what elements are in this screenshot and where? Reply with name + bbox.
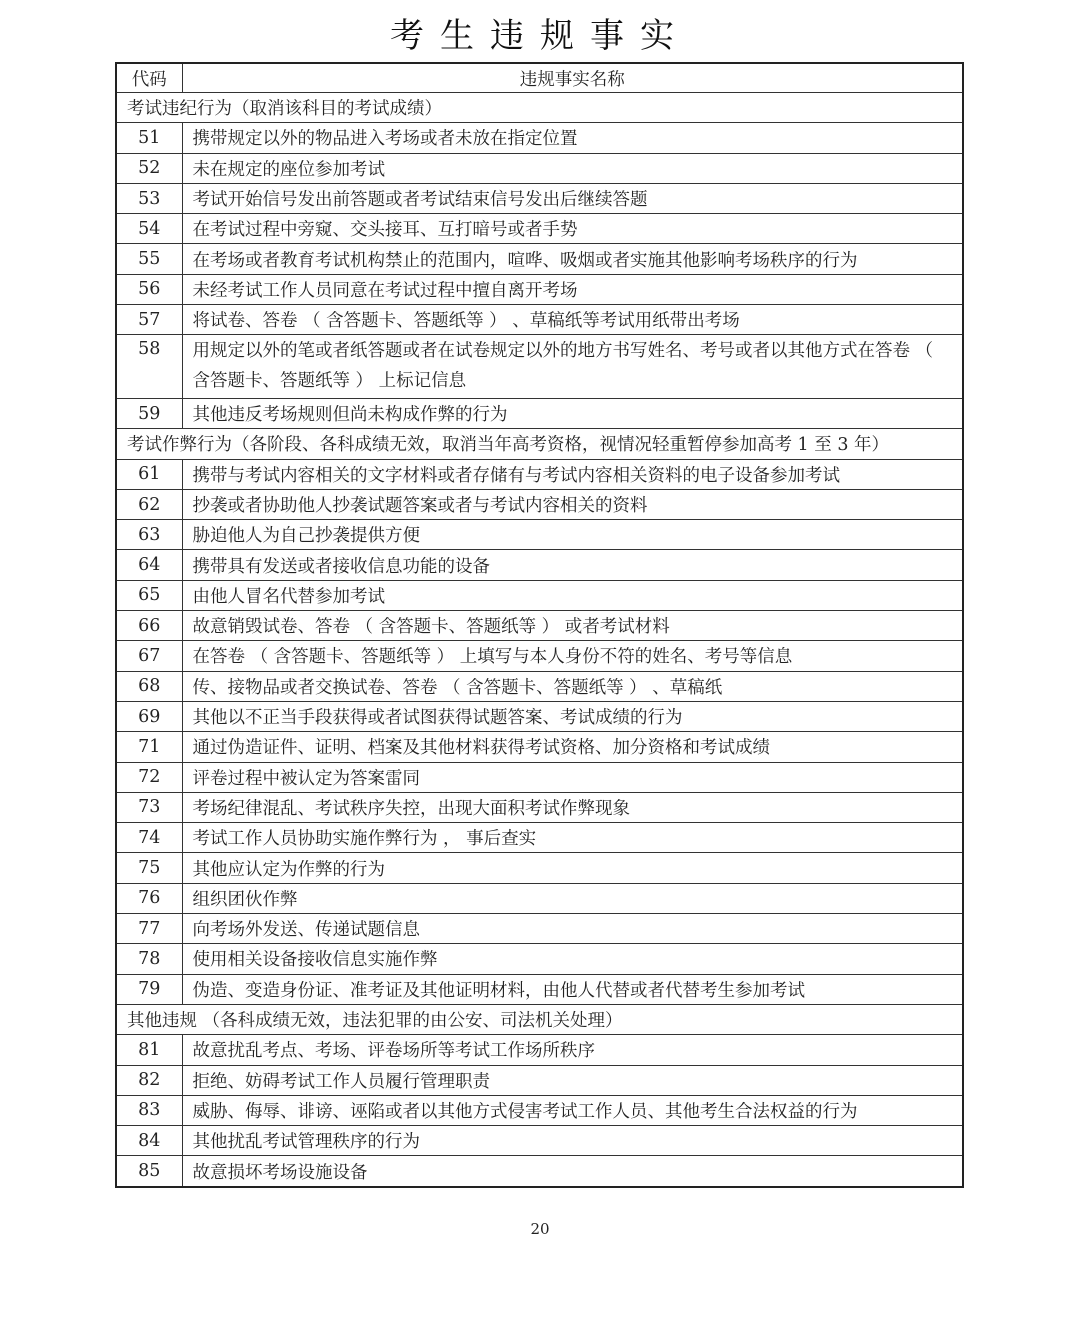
table-body xyxy=(116,93,963,1187)
table-row xyxy=(116,123,963,153)
name-column-header: 违规事实名称 xyxy=(182,63,963,93)
violation-code: 71 xyxy=(116,732,182,762)
violation-code: 65 xyxy=(116,580,182,610)
violation-name: 伪造、变造身份证、准考证及其他证明材料，由他人代替或者代替考生参加考试 xyxy=(182,974,963,1004)
violations-table xyxy=(115,62,964,1188)
table-row xyxy=(116,244,963,274)
section-header-row xyxy=(116,429,963,459)
violation-code: 75 xyxy=(116,853,182,883)
table-row xyxy=(116,335,963,399)
violation-name: 其他以不正当手段获得或者试图获得试题答案、考试成绩的行为 xyxy=(182,701,963,731)
page-title: 考生违规事实 xyxy=(390,16,690,56)
violation-code: 67 xyxy=(116,641,182,671)
table-row xyxy=(116,762,963,792)
violation-code: 69 xyxy=(116,701,182,731)
violation-name: 向考场外发送、传递试题信息 xyxy=(182,914,963,944)
violation-name: 故意扰乱考点、考场、评卷场所等考试工作场所秩序 xyxy=(182,1035,963,1065)
violation-name: 在答卷 （ 含答题卡、答题纸等 ） 上填写与本人身份不符的姓名、考号等信息 xyxy=(182,641,963,671)
table-row xyxy=(116,153,963,183)
violation-name: 考试工作人员协助实施作弊行为 ， 事后查实 xyxy=(182,823,963,853)
violation-code: 79 xyxy=(116,974,182,1004)
table-header-row xyxy=(116,63,963,93)
section-title: 考试作弊行为（各阶段、各科成绩无效，取消当年高考资格，视情况轻重暂停参加高考 1 至 3 年） xyxy=(116,429,963,459)
table-row xyxy=(116,641,963,671)
violation-code: 85 xyxy=(116,1156,182,1187)
table-row xyxy=(116,792,963,822)
violation-code: 83 xyxy=(116,1095,182,1125)
violation-name: 在考试过程中旁窥、交头接耳、互打暗号或者手势 xyxy=(182,214,963,244)
violation-name: 其他违反考场规则但尚未构成作弊的行为 xyxy=(182,398,963,428)
table-row xyxy=(116,944,963,974)
violation-name: 将试卷、答卷 （ 含答题卡、答题纸等 ） 、草稿纸等考试用纸带出考场 xyxy=(182,305,963,335)
violation-code: 56 xyxy=(116,274,182,304)
table-row xyxy=(116,398,963,428)
table-row xyxy=(116,853,963,883)
table-row xyxy=(116,459,963,489)
table-row xyxy=(116,701,963,731)
violation-code: 81 xyxy=(116,1035,182,1065)
violation-code: 74 xyxy=(116,823,182,853)
page-number: 20 xyxy=(530,1220,550,1238)
violation-code: 57 xyxy=(116,305,182,335)
violation-name: 胁迫他人为自己抄袭提供方便 xyxy=(182,520,963,550)
code-column-header: 代码 xyxy=(116,63,182,93)
violation-name: 评卷过程中被认定为答案雷同 xyxy=(182,762,963,792)
violation-name: 用规定以外的笔或者纸答题或者在试卷规定以外的地方书写姓名、考号或者以其他方式在答卷 （ 含答题卡、答题纸等 ） 上标记信息 xyxy=(182,335,963,399)
violation-code: 63 xyxy=(116,520,182,550)
violation-name: 考场纪律混乱、考试秩序失控，出现大面积考试作弊现象 xyxy=(182,792,963,822)
table-row xyxy=(116,1035,963,1065)
violation-code: 66 xyxy=(116,611,182,641)
violation-name: 未在规定的座位参加考试 xyxy=(182,153,963,183)
table-row xyxy=(116,1126,963,1156)
violation-code: 58 xyxy=(116,335,182,399)
table-row xyxy=(116,580,963,610)
violation-name: 携带具有发送或者接收信息功能的设备 xyxy=(182,550,963,580)
table-row xyxy=(116,914,963,944)
violation-code: 52 xyxy=(116,153,182,183)
table-row xyxy=(116,823,963,853)
table-row xyxy=(116,550,963,580)
table-row xyxy=(116,214,963,244)
violation-code: 78 xyxy=(116,944,182,974)
violation-name: 在考场或者教育考试机构禁止的范围内，喧哗、吸烟或者实施其他影响考场秩序的行为 xyxy=(182,244,963,274)
violation-name: 传、接物品或者交换试卷、答卷 （ 含答题卡、答题纸等 ） 、草稿纸 xyxy=(182,671,963,701)
table-row xyxy=(116,1095,963,1125)
table-row xyxy=(116,671,963,701)
table-row xyxy=(116,974,963,1004)
violation-code: 68 xyxy=(116,671,182,701)
table-row xyxy=(116,611,963,641)
violation-name: 其他扰乱考试管理秩序的行为 xyxy=(182,1126,963,1156)
violation-code: 61 xyxy=(116,459,182,489)
table-row xyxy=(116,1156,963,1187)
violation-code: 53 xyxy=(116,183,182,213)
table-row xyxy=(116,732,963,762)
table-row xyxy=(116,489,963,519)
violation-code: 55 xyxy=(116,244,182,274)
violation-name: 抄袭或者协助他人抄袭试题答案或者与考试内容相关的资料 xyxy=(182,489,963,519)
violation-name: 组织团伙作弊 xyxy=(182,883,963,913)
section-title: 考试违纪行为（取消该科目的考试成绩） xyxy=(116,93,963,123)
table-row xyxy=(116,1065,963,1095)
violation-code: 76 xyxy=(116,883,182,913)
violation-name: 故意损坏考场设施设备 xyxy=(182,1156,963,1187)
violation-name: 携带规定以外的物品进入考场或者未放在指定位置 xyxy=(182,123,963,153)
section-header-row xyxy=(116,93,963,123)
violation-name: 考试开始信号发出前答题或者考试结束信号发出后继续答题 xyxy=(182,183,963,213)
table-row xyxy=(116,183,963,213)
violation-name: 其他应认定为作弊的行为 xyxy=(182,853,963,883)
table-row xyxy=(116,274,963,304)
violation-name: 未经考试工作人员同意在考试过程中擅自离开考场 xyxy=(182,274,963,304)
violation-code: 82 xyxy=(116,1065,182,1095)
violation-code: 72 xyxy=(116,762,182,792)
violation-name: 通过伪造证件、证明、档案及其他材料获得考试资格、加分资格和考试成绩 xyxy=(182,732,963,762)
violation-name: 拒绝、妨碍考试工作人员履行管理职责 xyxy=(182,1065,963,1095)
violation-code: 84 xyxy=(116,1126,182,1156)
violation-name: 威胁、侮辱、诽谤、诬陷或者以其他方式侵害考试工作人员、其他考生合法权益的行为 xyxy=(182,1095,963,1125)
table-row xyxy=(116,883,963,913)
table-row xyxy=(116,520,963,550)
violation-code: 62 xyxy=(116,489,182,519)
section-title: 其他违规 （各科成绩无效，违法犯罪的由公安、司法机关处理） xyxy=(116,1004,963,1034)
violation-code: 51 xyxy=(116,123,182,153)
violation-name: 携带与考试内容相关的文字材料或者存储有与考试内容相关资料的电子设备参加考试 xyxy=(182,459,963,489)
violation-code: 59 xyxy=(116,398,182,428)
section-header-row xyxy=(116,1004,963,1034)
violation-name: 故意销毁试卷、答卷 （ 含答题卡、答题纸等 ） 或者考试材料 xyxy=(182,611,963,641)
violation-code: 64 xyxy=(116,550,182,580)
violation-code: 73 xyxy=(116,792,182,822)
violation-name: 使用相关设备接收信息实施作弊 xyxy=(182,944,963,974)
table-row xyxy=(116,305,963,335)
violation-name: 由他人冒名代替参加考试 xyxy=(182,580,963,610)
violation-code: 77 xyxy=(116,914,182,944)
violation-code: 54 xyxy=(116,214,182,244)
